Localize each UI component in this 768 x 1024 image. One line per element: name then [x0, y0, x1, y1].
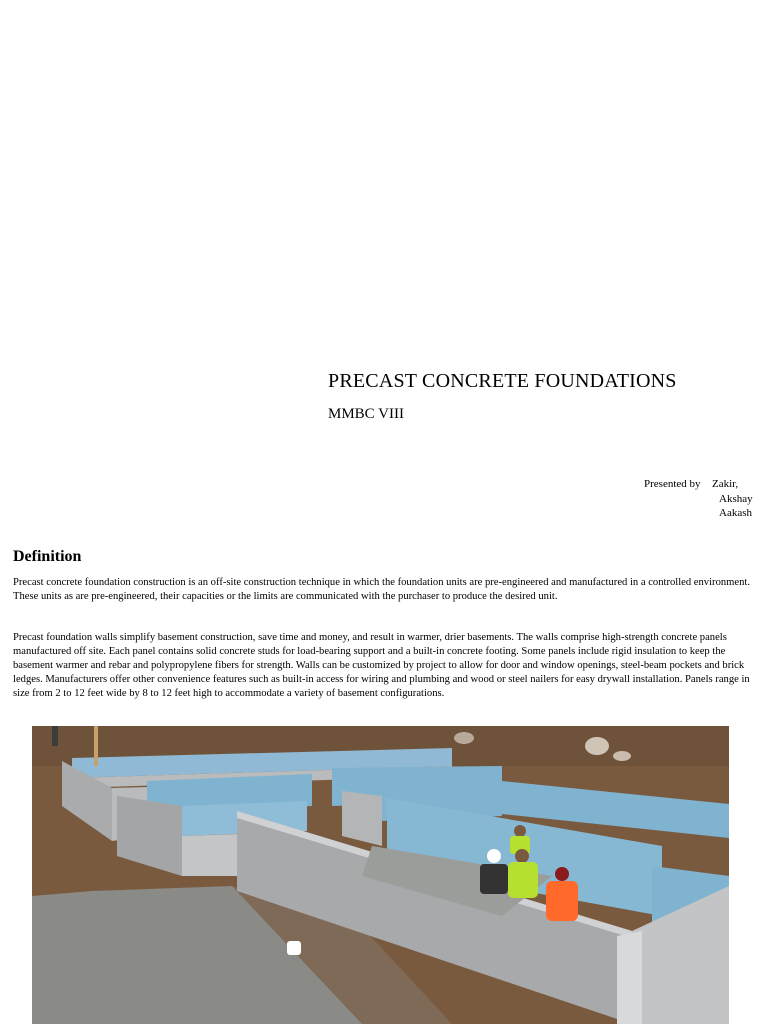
presenter-name: Akshay	[719, 492, 753, 505]
walls-paragraph: Precast foundation walls simplify basement construction, save time and money, and result in warmer, drier basements. The walls comprise high-strength concrete panels manufactured off site. Each panel contains solid concrete studs for load-bearing support and a built-in concrete footing. Some panels include rigid insulation to keep the basement warmer and rebar and polypropylene fibers for strength. Walls can be customized by project to allow for door and window openings, steel-beam pockets and brick ledges. Manufacturers offer other convenience features such as built-in access for wiring and plumbing and wood or steel nailers for easy drywall installation. Panels range in size from 2 to 12 feet wide by 8 to 12 feet high to accommodate a variety of basement configurations.	[13, 632, 750, 699]
definition-paragraph: Precast concrete foundation construction is an off-site construction technique in which the foundation units are pre-engineered and manufactured in a controlled environment. These units as are pre-engineered, their capacities or the limits are communicated with the purchaser to produce the desired unit.	[13, 577, 751, 602]
presenter-name: Aakash	[719, 507, 752, 519]
presenter-name: Zakir,	[712, 478, 739, 490]
section-heading: Definition	[13, 548, 82, 565]
foundation-photo	[32, 726, 729, 1024]
document-title: PRECAST CONCRETE FOUNDATIONS	[328, 370, 677, 392]
presented-by-label: Presented by	[644, 478, 701, 490]
document-subtitle: MMBC VIII	[328, 406, 404, 422]
presenters-block	[644, 477, 753, 521]
